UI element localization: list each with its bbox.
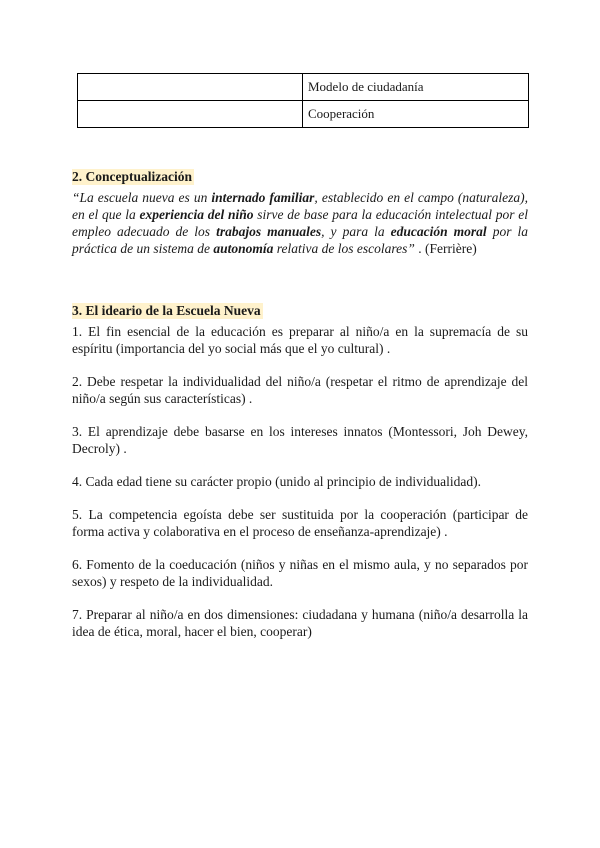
section-heading: 3. El ideario de la Escuela Nueva xyxy=(72,303,261,318)
table-cell: Modelo de ciudadanía xyxy=(303,74,529,101)
list-item: 5. La competencia egoísta debe ser sustituida por la cooperación (participar de forma activa y colaborativa en el proceso de enseñanza-aprendizaje) . xyxy=(72,507,528,539)
section-heading: 2. Conceptualización xyxy=(72,169,192,184)
quote-text: relativa de los escolares” xyxy=(273,241,415,256)
quote-text: sirve de base para la educación intelectual por el empleo adecuado de los xyxy=(72,207,528,239)
table-cell xyxy=(78,101,303,128)
table-cell: Cooperación xyxy=(303,101,529,128)
quote-text: , y para la xyxy=(321,224,391,239)
list-item: 3. El aprendizaje debe basarse en los intereses innatos (Montessori, Joh Dewey, Decroly) . xyxy=(72,424,528,456)
list-item: 7. Preparar al niño/a en dos dimensiones: ciudadana y humana (niño/a desarrolla la idea de ética, moral, hacer el bien, cooperar) xyxy=(72,607,528,639)
quote-text: “La escuela nueva es un xyxy=(72,190,212,205)
list-item: 2. Debe respetar la individualidad del niño/a (respetar el ritmo de aprendizaje del niño/a según sus características) . xyxy=(72,374,528,406)
table-row xyxy=(78,74,529,101)
list-item: 4. Cada edad tiene su carácter propio (unido al principio de individualidad). xyxy=(72,474,481,489)
quote-emphasis: experiencia del niño xyxy=(139,207,254,222)
ferriere-quote xyxy=(72,189,528,257)
quote-text: , establecido en el campo (naturaleza), en el que la xyxy=(72,190,529,222)
summary-table xyxy=(77,73,529,128)
list-item: 6. Fomento de la coeducación (niños y niñas en el mismo aula, y no separados por sexos) y respeto de la individualidad. xyxy=(72,557,528,589)
list-item: 1. El fin esencial de la educación es preparar al niño/a en la supremacía de su espíritu (importancia del yo social más que el yo cultural) . xyxy=(72,324,528,356)
table-row xyxy=(78,101,529,128)
quote-emphasis: autonomía xyxy=(213,241,274,256)
section-ideario xyxy=(72,302,528,656)
quote-emphasis: educación moral xyxy=(390,224,487,239)
quote-emphasis: internado familiar xyxy=(211,190,315,205)
section-conceptualizacion xyxy=(72,168,528,257)
quote-text: por la práctica de un sistema de xyxy=(72,224,529,256)
table-cell xyxy=(78,74,303,101)
quote-author: . (Ferrière) xyxy=(414,241,477,256)
quote-emphasis: trabajos manuales xyxy=(216,224,322,239)
